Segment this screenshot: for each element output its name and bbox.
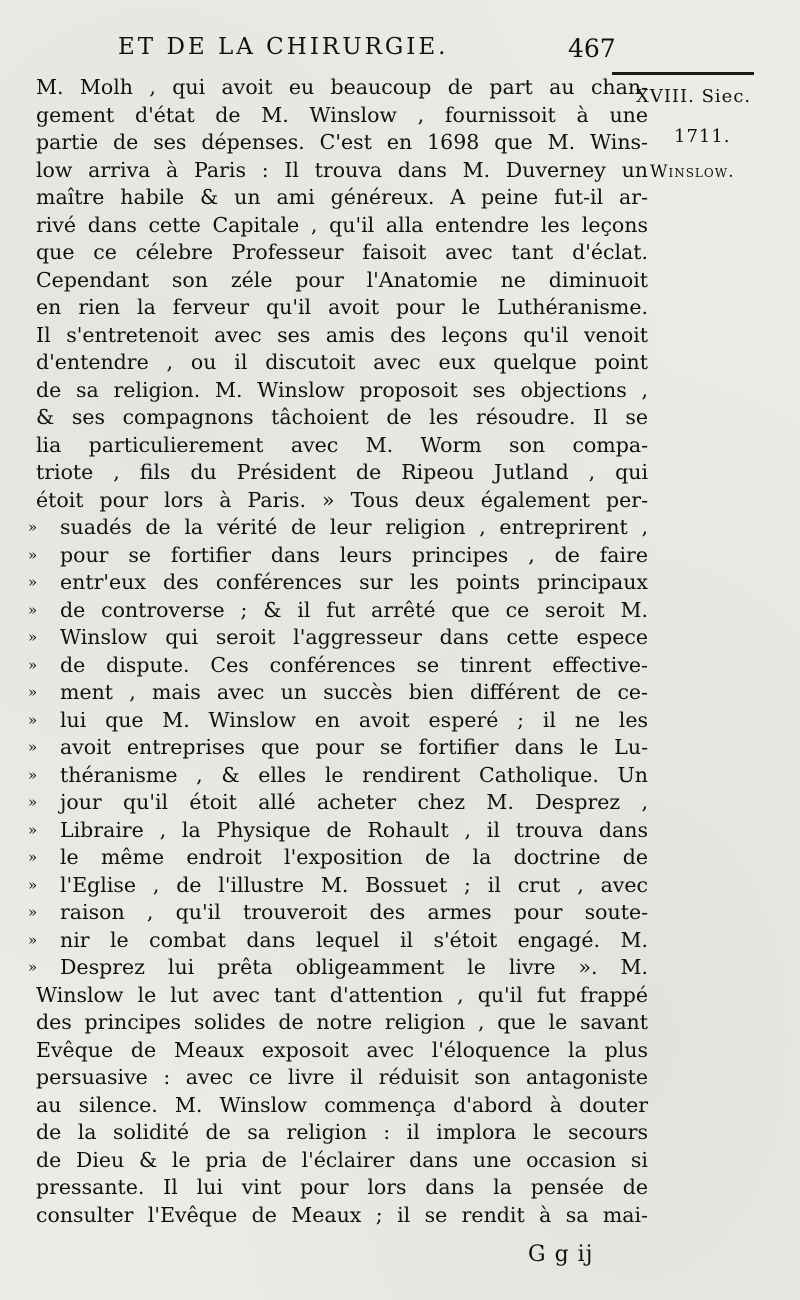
quote-mark: » [28,793,38,811]
text-line [36,1174,648,1202]
text-line [28,872,648,900]
text-line [36,1147,648,1175]
text-line [36,212,648,240]
text-line [28,597,648,625]
text-line [28,844,648,872]
text-line [36,294,648,322]
margin-note-century: XVIII. Siec. [636,86,752,107]
line-text: de sa religion. M. Winslow proposoit ses objections , [36,377,648,402]
text-line [28,817,648,845]
line-text: d'entendre , ou il discutoit avec eux quelque point [36,350,648,374]
line-text: partie de ses dépenses. C'est en 1698 que M. Wins- [36,130,648,154]
text-line [28,734,648,762]
quote-mark: » [28,683,38,701]
text-line [28,652,648,680]
line-text: ment , mais avec un succès bien différent de ce- [60,680,648,704]
line-text: Winslow le lut avec tant d'attention , qu'il fut frappé [36,982,648,1007]
quote-mark: » [28,573,38,591]
text-line [28,927,648,955]
quote-mark: » [28,820,38,839]
line-text: que ce célebre Professeur faisoit avec tant d'éclat. [36,240,648,264]
line-text: Evêque de Meaux exposoit avec l'éloquence la plus [36,1037,648,1062]
line-text: Winslow qui seroit l'aggresseur dans cette espece [60,625,648,649]
text-line [28,789,648,817]
text-line [28,762,648,790]
text-line [36,404,648,432]
line-text: Libraire , la Physique de Rohault , il trouva dans [60,817,648,842]
line-text: raison , qu'il trouveroit des armes pour soute- [60,900,648,924]
text-line [36,349,648,377]
line-text: au silence. M. Winslow commença d'abord à douter [36,1092,648,1117]
quote-mark: » [28,958,38,976]
text-line [36,184,648,212]
line-text: maître habile & un ami généreux. A peine fut-il ar- [36,185,648,209]
line-text: Desprez lui prêta obligeamment le livre ». M. [60,955,648,979]
text-line [36,74,648,102]
quote-mark: » [28,655,38,674]
text-line [28,899,648,927]
text-line [28,569,648,597]
text-line [28,542,648,570]
line-text: low arriva à Paris : Il trouva dans M. Duverney un [36,157,648,182]
line-text: étoit pour lors à Paris. » Tous deux également per- [36,487,648,512]
quote-mark: » [28,628,38,646]
line-text: pour se fortifier dans leurs principes , de faire [60,542,648,567]
line-text: de Dieu & le pria de l'éclairer dans une occasion si [36,1147,648,1172]
text-line [36,102,648,130]
line-text: gement d'état de M. Winslow , fournissoit à une [36,102,648,127]
line-text: des principes solides de notre religion , que le savant [36,1010,648,1034]
text-line [28,954,648,982]
line-text: le même endroit l'exposition de la doctrine de [60,845,648,869]
line-text: de la solidité de sa religion : il implora le secours [36,1120,648,1144]
quote-mark: » [28,710,38,729]
text-line [36,1009,648,1037]
signature-mark: G g ij [528,1242,594,1267]
line-text: entr'eux des conférences sur les points principaux [60,570,648,594]
text-line [36,1202,648,1230]
line-text: de controverse ; & il fut arrêté que ce seroit M. [60,597,648,622]
quote-mark: » [28,765,38,784]
text-line [36,1064,648,1092]
text-line [36,1092,648,1120]
line-text: en rien la ferveur qu'il avoit pour le Luthéranisme. [36,295,648,319]
margin-note-year: 1711. [674,126,731,147]
quote-mark: » [28,903,38,921]
text-line [36,239,648,267]
text-line [28,624,648,652]
line-text: suadés de la vérité de leur religion , entreprirent , [60,515,648,539]
quote-mark: » [28,600,38,619]
quote-mark: » [28,738,38,756]
text-line [36,1119,648,1147]
text-line [36,459,648,487]
text-line [36,1037,648,1065]
line-text: Il s'entretenoit avec ses amis des leçons qu'il venoit [36,322,648,347]
quote-mark: » [28,848,38,866]
text-line [36,982,648,1010]
text-line [28,707,648,735]
text-line [36,377,648,405]
text-line [28,679,648,707]
text-line [36,157,648,185]
quote-mark: » [28,930,38,949]
line-text: pressante. Il lui vint pour lors dans la pensée de [36,1175,648,1199]
line-text: l'Eglise , de l'illustre M. Bossuet ; il crut , avec [60,872,648,897]
line-text: lia particulierement avec M. Worm son compa- [36,432,648,457]
text-line [36,267,648,295]
quote-mark: » [28,518,38,536]
running-head: ET DE LA CHIRURGIE. [118,34,449,60]
text-line [36,322,648,350]
text-line [36,129,648,157]
line-text: Cependant son zéle pour l'Anatomie ne diminuoit [36,267,648,292]
line-text: jour qu'il étoit allé acheter chez M. Desprez , [60,790,648,814]
line-text: nir le combat dans lequel il s'étoit engagé. M. [60,927,648,952]
line-text: persuasive : avec ce livre il réduisit son antagoniste [36,1065,648,1089]
margin-note-name: Winslow. [650,162,735,182]
line-text: de dispute. Ces conférences se tinrent effective- [60,652,648,677]
quote-mark: » [28,545,38,564]
line-text: lui que M. Winslow en avoit esperé ; il ne les [60,707,648,732]
line-text: M. Molh , qui avoit eu beaucoup de part au chan- [36,75,648,99]
line-text: consulter l'Evêque de Meaux ; il se rendit à sa mai- [36,1202,648,1227]
text-line [36,487,648,515]
line-text: & ses compagnons tâchoient de les résoudre. Il se [36,405,648,429]
line-text: théranisme , & elles le rendirent Catholique. Un [60,762,648,787]
line-text: rivé dans cette Capitale , qu'il alla entendre les leçons [36,212,648,237]
line-text: avoit entreprises que pour se fortifier dans le Lu- [60,735,648,759]
page-number: 467 [568,34,616,63]
text-line [36,432,648,460]
body-text [28,74,648,1229]
quote-mark: » [28,875,38,894]
line-text: triote , fils du Président de Ripeou Jutland , qui [36,460,648,484]
text-line [28,514,648,542]
